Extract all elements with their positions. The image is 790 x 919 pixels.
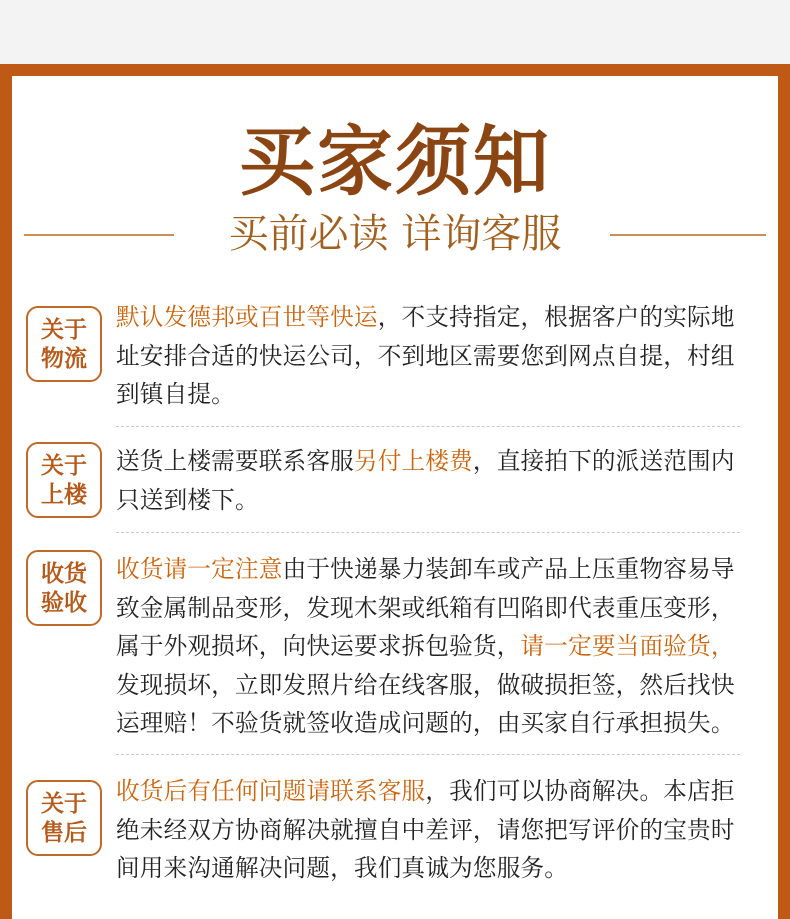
badge-line-2: 售后	[41, 820, 87, 846]
body-text: 发现损坏，立即发照片给在线客服，做破损拒签，然后找快运理赔！不验货就签收造成问题的，由买家自行承担损失。	[116, 670, 735, 737]
badge-line-1: 关于	[41, 317, 87, 343]
badge-line-2: 上楼	[41, 482, 87, 508]
divider	[116, 426, 740, 427]
highlight-text: 请一定要当面验货，	[520, 632, 735, 660]
body-text: 送货上楼需要联系客服	[116, 447, 354, 475]
body-text: ，直接拍下的派送范围内只送到楼下。	[116, 447, 735, 514]
notice-panel	[12, 76, 778, 919]
badge-line-2: 物流	[41, 346, 87, 372]
badge-line-2: 验收	[41, 590, 87, 616]
badge-after-sales	[26, 780, 102, 856]
body-text: ，不支持指定，根据客户的实际地址安排合适的快运公司，不到地区需要您到网点自提，村组到镇自提。	[116, 303, 735, 408]
subtitle-row	[12, 206, 778, 262]
body-text: ，我们可以协商解决。本店拒绝未经双方协商解决就擅自中差评，请您把写评价的宝贵时间用来沟通解决问题，我们真诚为您服务。	[116, 777, 735, 882]
body-text: 由于快递暴力装卸车或产品上压重物容易导致金属制品变形，发现木架或纸箱有凹陷即代表重压变形，属于外观损坏，向快运要求拆包验货，	[116, 555, 735, 660]
section-text	[116, 298, 756, 414]
section-text	[116, 550, 756, 743]
highlight-text: 收货后有任何问题请联系客服	[116, 777, 426, 805]
subtitle-right-rule	[610, 234, 766, 236]
badge-inspection	[26, 550, 102, 626]
notice-frame	[0, 64, 790, 919]
badge-logistics	[26, 306, 102, 382]
highlight-text: 默认发德邦或百世等快运	[116, 303, 378, 331]
badge-line-1: 关于	[41, 791, 87, 817]
section-text	[116, 442, 756, 519]
badge-upstairs	[26, 442, 102, 518]
badge-line-1: 收货	[41, 561, 87, 587]
highlight-text: 另付上楼费	[353, 447, 473, 475]
divider	[116, 754, 740, 755]
badge-line-1: 关于	[41, 453, 87, 479]
page-subtitle: 买前必读 详询客服	[228, 211, 562, 257]
divider	[116, 532, 740, 533]
section-text	[116, 772, 756, 888]
page-title: 买家须知	[239, 117, 551, 206]
highlight-text: 收货请一定注意	[116, 555, 283, 583]
